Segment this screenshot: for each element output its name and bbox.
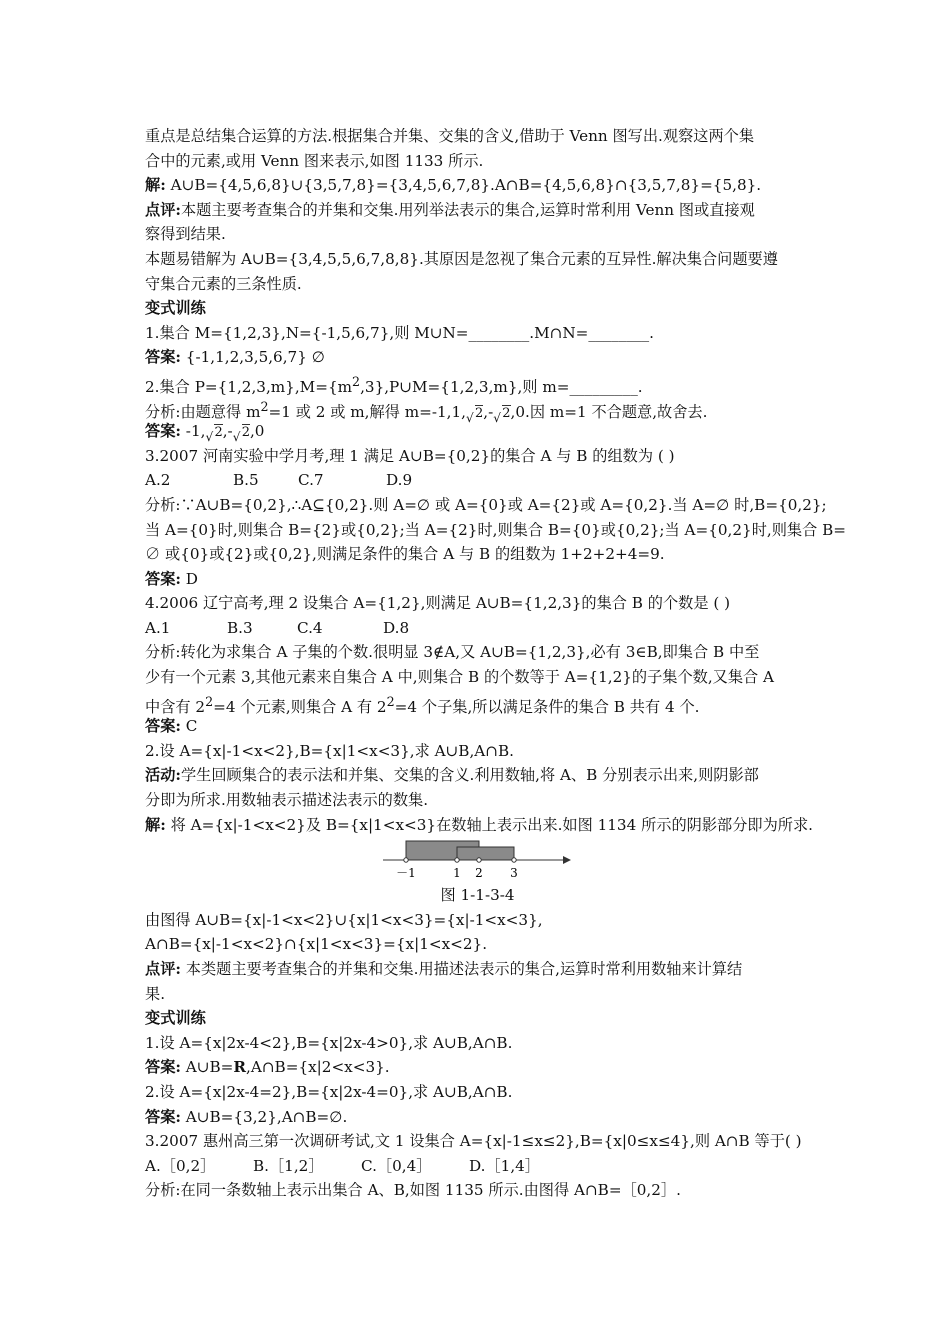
paragraph-line: 分即为所求.用数轴表示描述法表示的数集. — [145, 791, 429, 810]
comment-line — [145, 198, 810, 223]
text-span: 2.集合 P={1,2,3,m},M={m — [145, 378, 353, 396]
text-span: A∪B= — [180, 1058, 234, 1077]
analysis-line: ∅ 或{0}或{2}或{0,2},则满足条件的集合 A 与 B 的组数为 1+2+2+4=9. — [145, 545, 665, 564]
text-span: =4 个子集,所以满足条件的集合 B 共有 4 个. — [394, 697, 700, 716]
paragraph-line: 守集合元素的三条性质. — [145, 274, 302, 293]
text-span: -1, — [180, 422, 206, 441]
open-point-3 — [512, 858, 516, 862]
tick-label-3: 3 — [510, 866, 518, 881]
superscript: 2 — [352, 373, 361, 389]
answer-label: 答案: — [145, 422, 181, 441]
tick-label-1: 1 — [453, 866, 461, 881]
answer-label: 答案: — [145, 348, 181, 367]
solution-line — [145, 173, 810, 198]
section-heading: 变式训练 — [145, 1009, 206, 1028]
comment-line — [145, 957, 810, 982]
tick-label-neg1: －1 — [396, 866, 416, 881]
paragraph-line: 由图得 A∪B={x|-1<x<2}∪{x|1<x<3}={x|-1<x<3}, — [145, 910, 543, 929]
sqrt-two: √ 2 — [232, 425, 250, 445]
interval-b-shade — [457, 847, 514, 860]
text-span: ,- — [483, 402, 494, 421]
option-d: D.8 — [383, 618, 410, 637]
exercise-line: 2.设 A={x|-1<x<2},B={x|1<x<3},求 A∪B,A∩B. — [145, 741, 514, 760]
tick-label-2: 2 — [475, 866, 483, 881]
option-c: C.4 — [297, 618, 323, 637]
answer-text: D — [180, 569, 198, 588]
comment-text: 本题主要考查集合的并集和交集.用列举法表示的集合,运算时常利用 Venn 图或直接观 — [180, 200, 755, 219]
option-a: A.2 — [145, 471, 171, 490]
text-span: =1 或 2 或 m,解得 m=-1,1, — [268, 402, 466, 421]
activity-label: 活动: — [145, 766, 181, 785]
option-c: C.7 — [298, 471, 324, 490]
analysis-line: 分析:转化为求集合 A 子集的个数.很明显 3∉A,又 A∪B={1,2,3},必有 3∈B,即集合 B 中至 — [145, 643, 760, 662]
paragraph-line: 重点是总结集合运算的方法.根据集合并集、交集的含义,借助于 Venn 图写出.观察这两个集 — [145, 127, 755, 145]
answer-text: A∪B={3,2},A∩B=∅. — [180, 1107, 348, 1126]
analysis-line: 分析:在同一条数轴上表示出集合 A、B,如图 1135 所示.由图得 A∩B=［0,2］. — [145, 1181, 681, 1200]
text-span: ,0.因 m=1 不合题意,故舍去. — [510, 402, 708, 421]
choice-options — [145, 616, 810, 641]
answer-line — [145, 1055, 810, 1080]
superscript: 2 — [386, 693, 395, 709]
comment-label: 点评: — [145, 960, 181, 978]
figure-caption: 图 1-1-3-4 — [440, 886, 515, 905]
paragraph-line: 合中的元素,或用 Venn 图来表示,如图 1133 所示. — [145, 151, 484, 170]
exercise-line: 1.设 A={x|2x-4<2},B={x|2x-4>0},求 A∪B,A∩B. — [145, 1033, 513, 1052]
answer-label: 答案: — [145, 717, 181, 736]
option-a: A.［0,2］ — [145, 1156, 216, 1175]
analysis-line: 少有一个元素 3,其他元素来自集合 A 中,则集合 B 的个数等于 A={1,2}的子集个数,又集合 A — [145, 668, 775, 687]
analysis-line — [145, 395, 810, 425]
answer-text: {-1,1,2,3,5,6,7} ∅ — [180, 348, 325, 367]
sqrt-two: √ 2 — [493, 405, 511, 425]
section-heading: 变式训练 — [145, 299, 206, 318]
choice-options — [145, 468, 810, 493]
sqrt-two: √ 2 — [205, 425, 223, 445]
solution-line — [145, 813, 813, 838]
activity-line — [145, 763, 810, 788]
comment-text: 本类题主要考查集合的并集和交集.用描述法表示的集合,运算时常利用数轴来计算结 — [180, 960, 743, 978]
exercise-line: 3.2007 惠州高三第一次调研考试,文 1 设集合 A={x|-1≤x≤2},B={x|0≤x≤4},则 A∩B 等于( ) — [145, 1132, 802, 1151]
open-point-neg1 — [404, 858, 408, 862]
answer-line — [145, 345, 810, 370]
real-set-symbol: R — [233, 1058, 247, 1077]
choice-options — [145, 1154, 810, 1179]
solution-label: 解: — [145, 815, 166, 834]
answer-line — [145, 1105, 810, 1130]
text-span: 中含有 2 — [145, 697, 206, 716]
axis-arrow-icon — [563, 856, 571, 864]
paragraph-line: A∩B={x|-1<x<2}∩{x|1<x<3}={x|1<x<2}. — [145, 935, 488, 954]
exercise-line: 3.2007 河南实验中学月考,理 1 满足 A∪B={0,2}的集合 A 与 B 的组数为 ( ) — [145, 446, 675, 465]
solution-label: 解: — [145, 176, 166, 195]
answer-label: 答案: — [145, 1107, 181, 1126]
exercise-line: 1.集合 M={1,2,3},N={-1,5,6,7},则 M∪N=________.M∩N=________. — [145, 323, 654, 342]
answer-line — [145, 714, 810, 739]
option-c: C.［0,4］ — [361, 1156, 432, 1175]
solution-text: A∪B={4,5,6,8}∪{3,5,7,8}={3,4,5,6,7,8}.A∩B={4,5,6,8}∩{3,5,7,8}={5,8}. — [165, 176, 762, 195]
exercise-line — [145, 370, 810, 395]
text-span: ,3},P∪M={1,2,3,m},则 m=_________. — [360, 378, 643, 396]
analysis-line — [145, 690, 810, 715]
number-line-figure — [145, 837, 810, 883]
sqrt-two: √ 2 — [465, 405, 484, 425]
exercise-line: 4.2006 辽宁高考,理 2 设集合 A={1,2},则满足 A∪B={1,2,3}的集合 B 的个数是 ( ) — [145, 594, 731, 613]
text-span: ,- — [222, 422, 233, 441]
document-body — [145, 124, 846, 1203]
paragraph-line: 察得到结果. — [145, 225, 226, 244]
answer-text: C — [180, 717, 198, 736]
superscript: 2 — [260, 398, 269, 414]
analysis-line: 分析:∵A∪B={0,2},∴A⊆{0,2}.则 A=∅ 或 A={0}或 A={2}或 A={0,2}.当 A=∅ 时,B={0,2}; — [145, 495, 827, 514]
option-d: D.9 — [386, 471, 413, 490]
solution-text: 将 A={x|-1<x<2}及 B={x|1<x<3}在数轴上表示出来.如图 1134 所示的阴影部分即为所求. — [165, 815, 813, 834]
exercise-line: 2.设 A={x|2x-4=2},B={x|2x-4=0},求 A∪B,A∩B. — [145, 1082, 513, 1101]
comment-label: 点评: — [145, 200, 181, 219]
answer-label: 答案: — [145, 1058, 181, 1077]
analysis-line: 当 A={0}时,则集合 B={2}或{0,2};当 A={2}时,则集合 B={0}或{0,2};当 A={0,2}时,则集合 B= — [145, 520, 846, 539]
superscript: 2 — [205, 693, 214, 709]
paragraph-line: 本题易错解为 A∪B={3,4,5,5,6,7,8,8}.其原因是忽视了集合元素的互异性.解决集合问题要遵 — [145, 249, 778, 268]
paragraph-line: 果. — [145, 984, 166, 1003]
text-span: ,0 — [249, 422, 265, 441]
open-point-2 — [477, 858, 481, 862]
answer-line — [145, 567, 810, 592]
option-b: B.3 — [227, 618, 253, 637]
number-line-svg — [145, 837, 810, 883]
option-a: A.1 — [145, 618, 171, 637]
option-b: B.5 — [233, 471, 259, 490]
activity-text: 学生回顾集合的表示法和并集、交集的含义.利用数轴,将 A、B 分别表示出来,则阴影部 — [180, 766, 759, 785]
open-point-1 — [455, 858, 459, 862]
option-d: D.［1,4］ — [469, 1156, 540, 1175]
answer-label: 答案: — [145, 569, 181, 588]
text-span: ,A∩B={x|2<x<3}. — [246, 1058, 390, 1077]
text-span: =4 个元素,则集合 A 有 2 — [213, 697, 387, 716]
option-b: B.［1,2］ — [253, 1156, 324, 1175]
text-span: 分析:由题意得 m — [145, 402, 261, 421]
